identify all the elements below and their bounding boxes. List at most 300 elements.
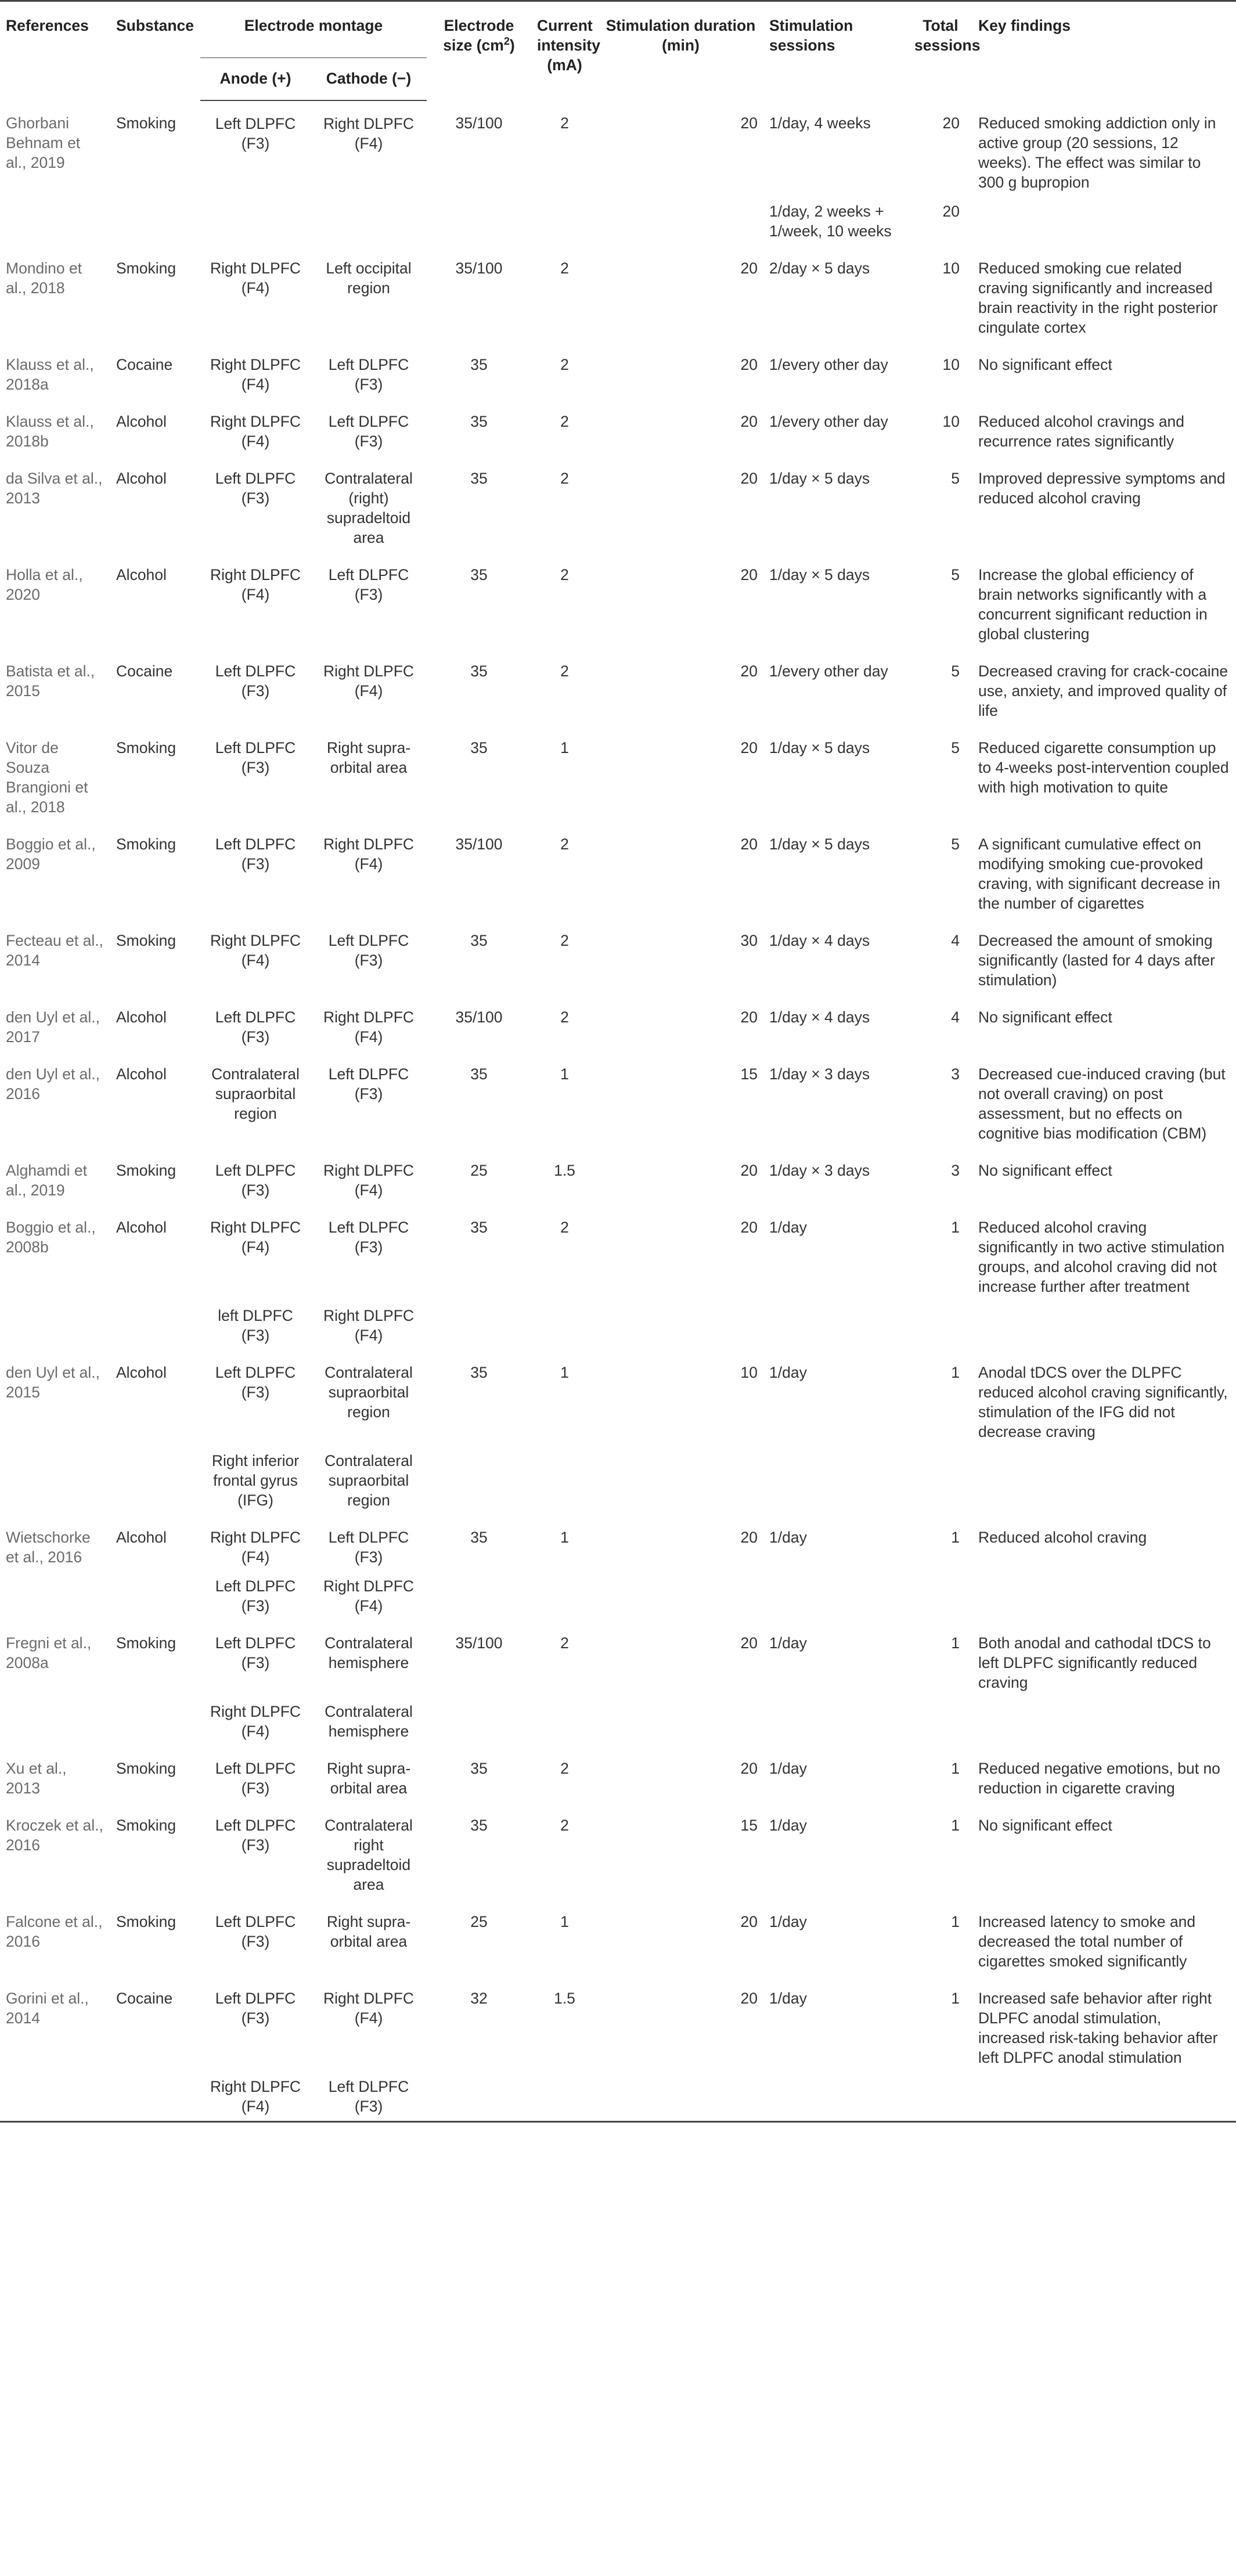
duration-cell: 30	[740, 932, 758, 949]
cathode-cell: Contralateral hemisphere	[325, 1634, 413, 1671]
electrode-size-cell: 25	[470, 1913, 488, 1930]
anode-cell: Left DLPFC (F3)	[215, 115, 296, 152]
substance-cell	[110, 197, 200, 246]
current-intensity-cell: 2	[560, 932, 569, 949]
table-row	[0, 1899, 1236, 1976]
total-sessions-cell: 1	[951, 1634, 960, 1652]
sessions-cell	[763, 1697, 909, 1746]
reference-cell: Boggio et al., 2009	[6, 835, 96, 873]
sessions-cell: 1/day × 5 days	[769, 566, 870, 583]
sessions-cell: 2/day × 5 days	[769, 260, 870, 277]
duration-cell: 20	[740, 1162, 758, 1179]
cathode-cell: Right DLPFC (F4)	[323, 115, 415, 152]
duration-cell: 20	[740, 835, 758, 853]
key-findings-cell: No significant effect	[978, 1817, 1112, 1834]
col-size-label: Electrode size (cm	[443, 17, 514, 54]
key-findings-cell: Increase the global efficiency of brain networks significantly with a concurrent significant reduction in global clustering	[978, 566, 1208, 643]
cathode-cell: Contralateral right supradeltoid area	[325, 1817, 413, 1893]
table-row	[0, 2072, 1236, 2122]
substance-cell: Cocaine	[116, 1990, 173, 2007]
current-intensity-cell: 1	[560, 1364, 569, 1381]
cathode-cell: Right supra-orbital area	[326, 1913, 411, 1950]
sessions-cell: 1/day × 5 days	[769, 470, 870, 487]
duration-cell: 20	[740, 1529, 758, 1546]
reference-cell: den Uyl et al., 2016	[6, 1065, 100, 1103]
total-sessions-cell	[909, 2072, 972, 2122]
substance-cell: Cocaine	[116, 662, 173, 680]
current-intensity-cell: 2	[560, 1219, 569, 1236]
key-findings-cell: Reduced smoking addiction only in active group (20 sessions, 12 weeks). The effect was similar to 300 g bupropion	[978, 114, 1216, 191]
electrode-size-cell: 35/100	[455, 1008, 503, 1026]
col-cathode	[311, 58, 427, 101]
reference-cell: da Silva et al., 2013	[6, 470, 103, 507]
sessions-cell: 1/day × 5 days	[769, 739, 870, 756]
electrode-size-cell: 35	[470, 356, 488, 373]
current-intensity-cell	[531, 1446, 598, 1515]
table-row	[0, 1350, 1236, 1446]
substance-cell: Smoking	[116, 739, 176, 756]
anode-cell: Left DLPFC (F3)	[215, 1162, 296, 1199]
current-intensity-cell	[531, 1697, 598, 1746]
total-sessions-cell: 5	[951, 739, 960, 756]
total-sessions-cell: 5	[951, 470, 960, 487]
col-stimulation-duration	[598, 1, 763, 101]
electrode-size-cell	[427, 1301, 531, 1350]
reference-cell: Batista et al., 2015	[6, 662, 95, 700]
sessions-cell: 1/day × 3 days	[769, 1065, 870, 1083]
current-intensity-cell: 2	[560, 1634, 569, 1652]
substance-cell: Alcohol	[116, 1364, 167, 1381]
sessions-cell: 1/day	[769, 1529, 807, 1546]
total-sessions-cell	[909, 1301, 972, 1350]
anode-cell: Right DLPFC (F4)	[210, 1703, 301, 1740]
table-row	[0, 1803, 1236, 1899]
col-montage-label: Electrode montage	[244, 17, 383, 34]
total-sessions-cell: 3	[951, 1065, 960, 1083]
col-anode	[200, 58, 311, 101]
cathode-cell: Right DLPFC (F4)	[323, 835, 415, 873]
col-current-intensity	[531, 1, 598, 101]
duration-cell: 20	[740, 1219, 758, 1236]
sessions-cell: 1/every other day	[769, 662, 888, 680]
reference-cell: Fregni et al., 2008a	[6, 1634, 92, 1671]
duration-cell: 20	[740, 356, 758, 373]
duration-cell: 20	[740, 413, 758, 430]
substance-cell: Smoking	[116, 835, 176, 853]
sessions-cell: 1/every other day	[769, 413, 888, 430]
electrode-size-cell: 35	[470, 932, 488, 949]
table-row	[0, 1976, 1236, 2072]
table-row	[0, 1572, 1236, 1620]
table-body	[0, 100, 1236, 2122]
current-intensity-cell: 1	[560, 739, 569, 756]
key-findings-cell: A significant cumulative effect on modifying smoking cue-provoked craving, with significant decrease in the number of cigarettes	[978, 835, 1220, 912]
substance-cell: Smoking	[116, 260, 176, 277]
col-findings-label: Key findings	[978, 17, 1071, 34]
cathode-cell: Right DLPFC (F4)	[323, 1307, 415, 1344]
table-row	[0, 822, 1236, 918]
anode-cell: Right inferior frontal gyrus (IFG)	[211, 1452, 300, 1509]
table-row	[0, 197, 1236, 246]
key-findings-cell: Anodal tDCS over the DLPFC reduced alcohol craving significantly, stimulation of the IFG did not decrease craving	[978, 1364, 1228, 1440]
col-references	[0, 1, 110, 101]
reference-cell: Ghorbani Behnam et al., 2019	[6, 114, 81, 171]
substance-cell: Alcohol	[116, 1529, 167, 1546]
duration-cell	[598, 1446, 763, 1515]
total-sessions-cell: 4	[951, 1008, 960, 1026]
cathode-cell: Right supra-orbital area	[326, 739, 411, 776]
key-findings-cell: Reduced alcohol craving	[978, 1529, 1147, 1546]
col-duration-label: Stimulation duration (min)	[606, 17, 756, 54]
duration-cell: 20	[740, 739, 758, 756]
electrode-size-cell: 35/100	[455, 835, 503, 853]
cathode-cell: Left DLPFC (F3)	[328, 932, 409, 969]
sessions-cell	[763, 1572, 909, 1620]
electrode-size-cell: 35	[470, 662, 488, 680]
table-row	[0, 342, 1236, 399]
reference-cell: Klauss et al., 2018a	[6, 356, 94, 393]
anode-cell: Left DLPFC (F3)	[215, 1364, 296, 1401]
duration-cell: 20	[740, 566, 758, 583]
table-row	[0, 1746, 1236, 1803]
substance-cell: Smoking	[116, 114, 176, 132]
total-sessions-cell	[909, 1446, 972, 1515]
sessions-cell: 1/day	[769, 1634, 807, 1652]
key-findings-cell: Reduced alcohol craving significantly in two active stimulation groups, and alcohol craving did not increase further after treatment	[978, 1219, 1225, 1295]
col-electrode-size	[427, 1, 531, 101]
reference-cell	[0, 1572, 110, 1620]
key-findings-cell	[972, 1446, 1236, 1515]
cathode-cell: Right DLPFC (F4)	[323, 1990, 415, 2027]
cathode-cell: Left DLPFC (F3)	[328, 1065, 409, 1103]
substance-cell: Alcohol	[116, 1065, 167, 1083]
current-intensity-cell	[531, 1301, 598, 1350]
key-findings-cell	[972, 1697, 1236, 1746]
table-row	[0, 1515, 1236, 1572]
total-sessions-cell: 4	[951, 932, 960, 949]
duration-cell	[598, 1697, 763, 1746]
cathode-cell: Right DLPFC (F4)	[323, 1008, 415, 1046]
reference-cell: Mondino et al., 2018	[6, 260, 82, 297]
col-cathode-label: Cathode (−)	[326, 70, 412, 87]
electrode-size-cell: 35	[470, 1219, 488, 1236]
sessions-cell: 1/day	[769, 1913, 807, 1930]
cathode-cell: Left DLPFC (F3)	[328, 413, 409, 450]
cathode-cell: Right DLPFC (F4)	[323, 662, 415, 700]
duration-cell: 20	[740, 1008, 758, 1026]
sessions-cell: 1/every other day	[769, 356, 888, 373]
cathode-cell: Contralateral supraorbital region	[325, 1364, 413, 1421]
sessions-cell: 1/day × 3 days	[769, 1162, 870, 1179]
key-findings-cell: Reduced negative emotions, but no reduction in cigarette craving	[978, 1760, 1220, 1797]
duration-cell: 20	[740, 662, 758, 680]
substance-cell: Smoking	[116, 932, 176, 949]
current-intensity-cell: 1.5	[554, 1162, 575, 1179]
reference-cell	[0, 1301, 110, 1350]
total-sessions-cell: 5	[951, 662, 960, 680]
anode-cell: Left DLPFC (F3)	[215, 835, 296, 873]
current-intensity-cell: 2	[560, 470, 569, 487]
current-intensity-cell: 2	[560, 1008, 569, 1026]
sessions-cell: 1/day × 5 days	[769, 835, 870, 853]
total-sessions-cell: 20	[942, 114, 960, 132]
key-findings-cell: Decreased craving for crack-cocaine use, anxiety, and improved quality of life	[978, 662, 1228, 719]
total-sessions-cell: 20	[942, 203, 960, 220]
key-findings-cell	[972, 1572, 1236, 1620]
current-intensity-cell: 1.5	[554, 1990, 575, 2007]
table-row	[0, 725, 1236, 822]
cathode-cell: Right DLPFC (F4)	[323, 1577, 415, 1615]
anode-cell: Right DLPFC (F4)	[210, 2078, 301, 2115]
duration-cell: 15	[740, 1817, 758, 1834]
substance-cell: Alcohol	[116, 413, 167, 430]
total-sessions-cell: 1	[951, 1817, 960, 1834]
reference-cell: Kroczek et al., 2016	[6, 1817, 103, 1854]
total-sessions-cell: 1	[951, 1913, 960, 1930]
anode-cell: Left DLPFC (F3)	[215, 1577, 296, 1615]
table-row	[0, 399, 1236, 456]
sessions-cell: 1/day	[769, 1817, 807, 1834]
col-size-superscript: 2	[503, 35, 510, 48]
anode-cell: Left DLPFC (F3)	[215, 1760, 296, 1797]
total-sessions-cell: 1	[951, 1990, 960, 2007]
duration-cell	[598, 197, 763, 246]
anode-cell: Right DLPFC (F4)	[210, 260, 301, 297]
reference-cell: Xu et al., 2013	[6, 1760, 67, 1797]
duration-cell: 10	[740, 1364, 758, 1381]
col-stimulation-sessions	[763, 1, 909, 101]
current-intensity-cell: 2	[560, 114, 569, 132]
cathode-cell: Right DLPFC (F4)	[323, 1162, 415, 1199]
reference-cell: Boggio et al., 2008b	[6, 1219, 96, 1256]
substance-cell: Alcohol	[116, 1008, 167, 1026]
electrode-size-cell: 35/100	[455, 114, 503, 132]
key-findings-cell: No significant effect	[978, 1162, 1112, 1179]
anode-cell: Right DLPFC (F4)	[210, 566, 301, 603]
col-key-findings	[972, 1, 1236, 101]
anode-cell: Left DLPFC (F3)	[215, 662, 296, 700]
table-row	[0, 1205, 1236, 1301]
substance-cell: Smoking	[116, 1760, 176, 1777]
current-intensity-cell: 2	[560, 566, 569, 583]
reference-cell: Alghamdi et al., 2019	[6, 1162, 87, 1199]
duration-cell: 20	[740, 1913, 758, 1930]
duration-cell: 15	[740, 1065, 758, 1083]
table-row	[0, 1301, 1236, 1350]
electrode-size-cell: 35/100	[455, 260, 503, 277]
substance-cell	[110, 2072, 200, 2122]
reference-cell: Holla et al., 2020	[6, 566, 83, 603]
sessions-cell: 1/day	[769, 1219, 807, 1236]
current-intensity-cell: 2	[560, 413, 569, 430]
anode-cell: Contralateral supraorbital region	[211, 1065, 300, 1122]
duration-cell: 20	[740, 1634, 758, 1652]
substance-cell: Alcohol	[116, 566, 167, 583]
duration-cell	[598, 1301, 763, 1350]
electrode-size-cell	[427, 1697, 531, 1746]
col-substance-label: Substance	[116, 17, 194, 34]
electrode-size-cell: 35	[470, 739, 488, 756]
current-intensity-cell: 2	[560, 356, 569, 373]
cathode-cell	[311, 197, 427, 246]
electrode-size-cell: 35	[470, 1364, 488, 1381]
electrode-size-cell: 35	[470, 1065, 488, 1083]
substance-cell: Alcohol	[116, 1219, 167, 1236]
duration-cell	[598, 2072, 763, 2122]
key-findings-cell: Increased safe behavior after right DLPFC anodal stimulation, increased risk-taking behavior after left DLPFC anodal stimulation	[978, 1990, 1218, 2066]
key-findings-cell: Reduced cigarette consumption up to 4-weeks post-intervention coupled with high motivation to quite	[978, 739, 1229, 796]
cathode-cell: Left DLPFC (F3)	[328, 356, 409, 393]
sessions-cell: 1/day, 4 weeks	[769, 114, 871, 132]
col-total-label: Total sessions	[914, 17, 981, 54]
col-size-close: )	[509, 37, 515, 54]
sessions-cell	[763, 2072, 909, 2122]
reference-cell: Vitor de Souza Brangioni et al., 2018	[6, 739, 88, 816]
key-findings-cell: Decreased cue-induced craving (but not overall craving) on post assessment, but no effects on cognitive bias modification (CBM)	[978, 1065, 1226, 1142]
cathode-cell: Contralateral supraorbital region	[325, 1452, 413, 1509]
duration-cell: 20	[740, 114, 758, 132]
anode-cell: Left DLPFC (F3)	[215, 1817, 296, 1854]
col-intensity-label: Current intensity (mA)	[537, 17, 600, 74]
electrode-size-cell	[427, 1572, 531, 1620]
key-findings-cell	[972, 1301, 1236, 1350]
anode-cell: Right DLPFC (F4)	[210, 1529, 301, 1566]
anode-cell: Left DLPFC (F3)	[215, 470, 296, 507]
table-row	[0, 246, 1236, 342]
current-intensity-cell	[531, 197, 598, 246]
sessions-cell: 1/day, 2 weeks + 1/week, 10 weeks	[769, 203, 892, 240]
table-row	[0, 1446, 1236, 1515]
substance-cell: Alcohol	[116, 470, 167, 487]
reference-cell: Falcone et al., 2016	[6, 1913, 103, 1950]
key-findings-cell: Improved depressive symptoms and reduced alcohol craving	[978, 470, 1226, 507]
total-sessions-cell: 1	[951, 1529, 960, 1546]
anode-cell: Left DLPFC (F3)	[215, 1990, 296, 2027]
electrode-size-cell: 35	[470, 413, 488, 430]
current-intensity-cell	[531, 2072, 598, 2122]
table-row	[0, 1620, 1236, 1697]
sessions-cell	[763, 1446, 909, 1515]
table-row	[0, 552, 1236, 648]
cathode-cell: Contralateral hemisphere	[325, 1703, 413, 1740]
col-references-label: References	[6, 17, 89, 34]
table-row	[0, 456, 1236, 552]
current-intensity-cell: 2	[560, 1817, 569, 1834]
sessions-cell: 1/day	[769, 1990, 807, 2007]
electrode-size-cell: 35/100	[455, 1634, 503, 1652]
current-intensity-cell: 1	[560, 1065, 569, 1083]
header-row	[0, 1, 1236, 58]
current-intensity-cell: 2	[560, 260, 569, 277]
electrode-size-cell: 35	[470, 470, 488, 487]
anode-cell: Left DLPFC (F3)	[215, 739, 296, 776]
current-intensity-cell: 1	[560, 1529, 569, 1546]
anode-cell: Right DLPFC (F4)	[210, 413, 301, 450]
total-sessions-cell: 1	[951, 1760, 960, 1777]
reference-cell: Wietschorke et al., 2016	[6, 1529, 91, 1566]
key-findings-cell: Reduced alcohol cravings and recurrence rates significantly	[978, 413, 1185, 450]
current-intensity-cell: 1	[560, 1913, 569, 1930]
key-findings-cell: Reduced smoking cue related craving significantly and increased brain reactivity in the right posterior cingulate cortex	[978, 260, 1218, 336]
duration-cell: 20	[740, 260, 758, 277]
anode-cell: Right DLPFC (F4)	[210, 1219, 301, 1256]
total-sessions-cell	[909, 1572, 972, 1620]
table-row	[0, 995, 1236, 1051]
anode-cell: left DLPFC (F3)	[218, 1307, 293, 1344]
key-findings-cell	[972, 2072, 1236, 2122]
electrode-size-cell	[427, 197, 531, 246]
col-sessions-label: Stimulation sessions	[769, 17, 853, 54]
col-electrode-montage	[200, 1, 427, 58]
col-anode-label: Anode (+)	[219, 70, 291, 87]
substance-cell	[110, 1446, 200, 1515]
key-findings-cell: No significant effect	[978, 356, 1112, 373]
substance-cell: Smoking	[116, 1913, 176, 1930]
key-findings-cell: Both anodal and cathodal tDCS to left DLPFC significantly reduced craving	[978, 1634, 1211, 1691]
key-findings-cell: Increased latency to smoke and decreased the total number of cigarettes smoked significantly	[978, 1913, 1196, 1970]
anode-cell: Left DLPFC (F3)	[215, 1913, 296, 1950]
table-row	[0, 1148, 1236, 1205]
anode-cell: Left DLPFC (F3)	[215, 1008, 296, 1046]
total-sessions-cell: 1	[951, 1219, 960, 1236]
substance-cell: Smoking	[116, 1162, 176, 1179]
reference-cell	[0, 1446, 110, 1515]
table-row	[0, 1697, 1236, 1746]
electrode-size-cell: 35	[470, 566, 488, 583]
sessions-cell: 1/day × 4 days	[769, 1008, 870, 1026]
sessions-cell: 1/day	[769, 1760, 807, 1777]
reference-cell	[0, 1697, 110, 1746]
total-sessions-cell: 10	[942, 413, 960, 430]
table-row	[0, 918, 1236, 995]
electrode-size-cell	[427, 1446, 531, 1515]
reference-cell	[0, 197, 110, 246]
duration-cell	[598, 1572, 763, 1620]
total-sessions-cell: 5	[951, 566, 960, 583]
key-findings-cell: No significant effect	[978, 1008, 1112, 1026]
reference-cell: den Uyl et al., 2015	[6, 1364, 100, 1401]
anode-cell: Left DLPFC (F3)	[215, 1634, 296, 1671]
anode-cell: Right DLPFC (F4)	[210, 356, 301, 393]
substance-cell: Cocaine	[116, 356, 173, 373]
electrode-size-cell	[427, 2072, 531, 2122]
substance-cell	[110, 1697, 200, 1746]
table-row	[0, 100, 1236, 197]
duration-cell: 20	[740, 1990, 758, 2007]
cathode-cell: Right supra-orbital area	[326, 1760, 411, 1797]
total-sessions-cell: 10	[942, 356, 960, 373]
cathode-cell: Left DLPFC (F3)	[328, 1219, 409, 1256]
duration-cell: 20	[740, 1760, 758, 1777]
reference-cell: Fecteau et al., 2014	[6, 932, 103, 969]
cathode-cell: Left DLPFC (F3)	[328, 1529, 409, 1566]
cathode-cell: Contralateral (right) supradeltoid area	[325, 470, 413, 546]
total-sessions-cell: 3	[951, 1162, 960, 1179]
table-row	[0, 648, 1236, 725]
substance-cell: Smoking	[116, 1817, 176, 1834]
table-row	[0, 1051, 1236, 1148]
sessions-cell: 1/day	[769, 1364, 807, 1381]
duration-cell: 20	[740, 470, 758, 487]
substance-cell	[110, 1301, 200, 1350]
current-intensity-cell: 2	[560, 662, 569, 680]
col-substance	[110, 1, 200, 101]
current-intensity-cell: 2	[560, 1760, 569, 1777]
reference-cell	[0, 2072, 110, 2122]
total-sessions-cell: 5	[951, 835, 960, 853]
electrode-size-cell: 32	[470, 1990, 488, 2007]
reference-cell: Klauss et al., 2018b	[6, 413, 94, 450]
